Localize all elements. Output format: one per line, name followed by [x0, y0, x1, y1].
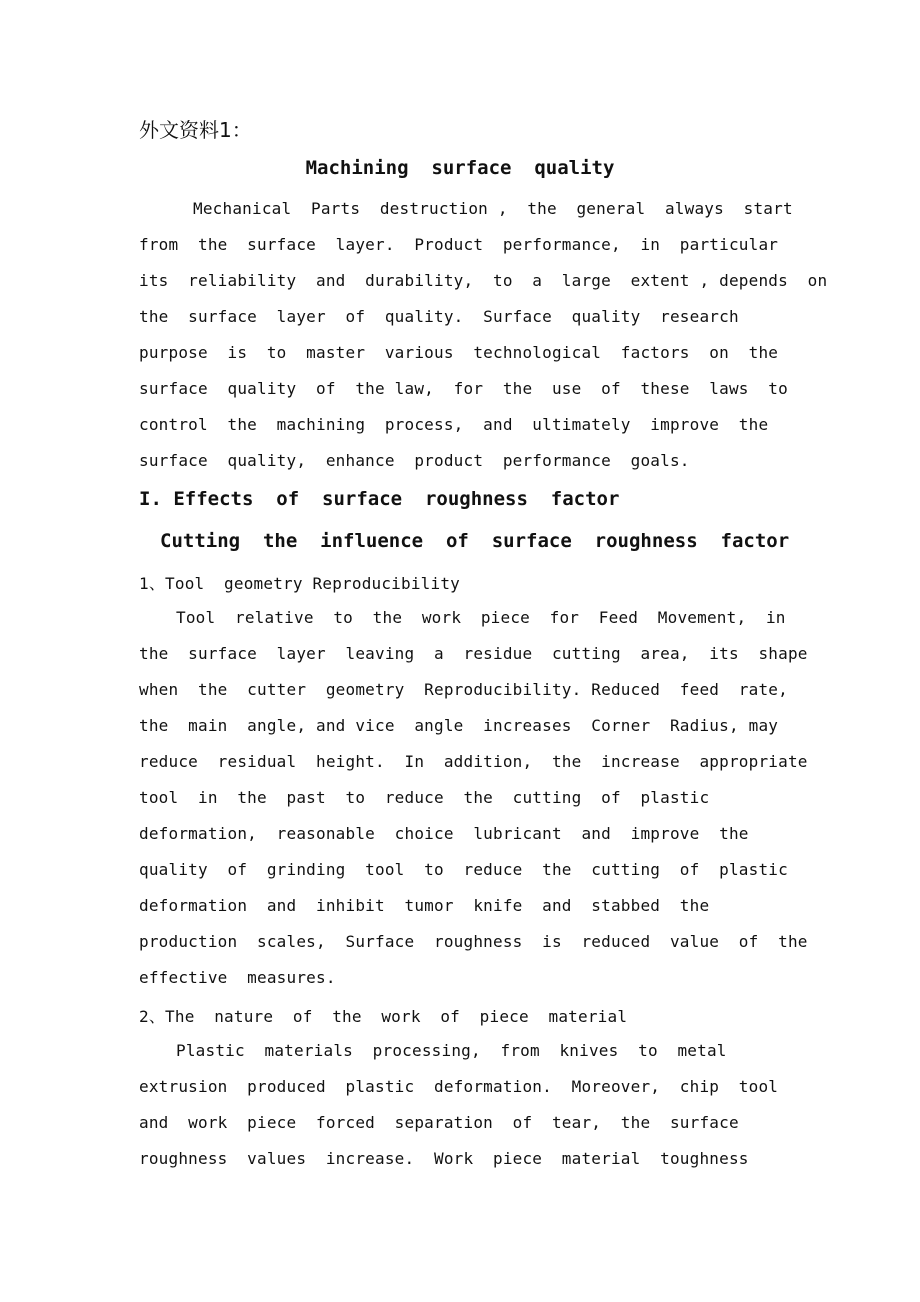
section-heading: I. Effects of surface roughness factor	[139, 488, 620, 510]
paragraph-line: control the machining process, and ultimately improve the	[139, 415, 769, 434]
paragraph-line: surface quality of the law, for the use of these laws to	[139, 379, 788, 398]
paragraph-line: tool in the past to reduce the cutting of plastic	[139, 788, 710, 807]
paragraph-line: Plastic materials processing, from knives to metal	[176, 1041, 727, 1060]
paragraph-line: its reliability and durability, to a large extent , depends on	[139, 271, 828, 290]
paragraph-line: when the cutter geometry Reproducibility. Reduced feed rate,	[139, 680, 788, 699]
paragraph-line: purpose is to master various technological factors on the	[139, 343, 779, 362]
paragraph-line: roughness values increase. Work piece material toughness	[139, 1149, 749, 1168]
paragraph-line: and work piece forced separation of tear, the surface	[139, 1113, 739, 1132]
paragraph-line: deformation, reasonable choice lubricant and improve the	[139, 824, 749, 843]
paragraph-line: surface quality, enhance product performance goals.	[139, 451, 690, 470]
subsection-heading: Cutting the influence of surface roughness factor	[160, 530, 790, 552]
paragraph-line: effective measures.	[139, 968, 336, 987]
paragraph-line: from the surface layer. Product performance, in particular	[139, 235, 779, 254]
numbered-subheading: 2、The nature of the work of piece material	[139, 1007, 628, 1026]
numbered-subheading: 1、Tool geometry Reproducibility	[139, 574, 461, 593]
material-label: 外文资料1：	[139, 118, 252, 142]
paragraph-line: extrusion produced plastic deformation. Moreover, chip tool	[139, 1077, 779, 1096]
paragraph-line: the surface layer leaving a residue cutting area, its shape	[139, 644, 808, 663]
paragraph-line: the main angle, and vice angle increases Corner Radius, may	[139, 716, 779, 735]
paragraph-line: production scales, Surface roughness is reduced value of the	[139, 932, 808, 951]
paragraph-line: reduce residual height. In addition, the increase appropriate	[139, 752, 808, 771]
paragraph-line: deformation and inhibit tumor knife and stabbed the	[139, 896, 710, 915]
paragraph-line: Tool relative to the work piece for Feed Movement, in	[176, 608, 786, 627]
paragraph-line: Mechanical Parts destruction , the general always start	[193, 199, 793, 218]
paragraph-line: the surface layer of quality. Surface quality research	[139, 307, 739, 326]
document-title: Machining surface quality	[305, 157, 615, 179]
paragraph-line: quality of grinding tool to reduce the cutting of plastic	[139, 860, 788, 879]
